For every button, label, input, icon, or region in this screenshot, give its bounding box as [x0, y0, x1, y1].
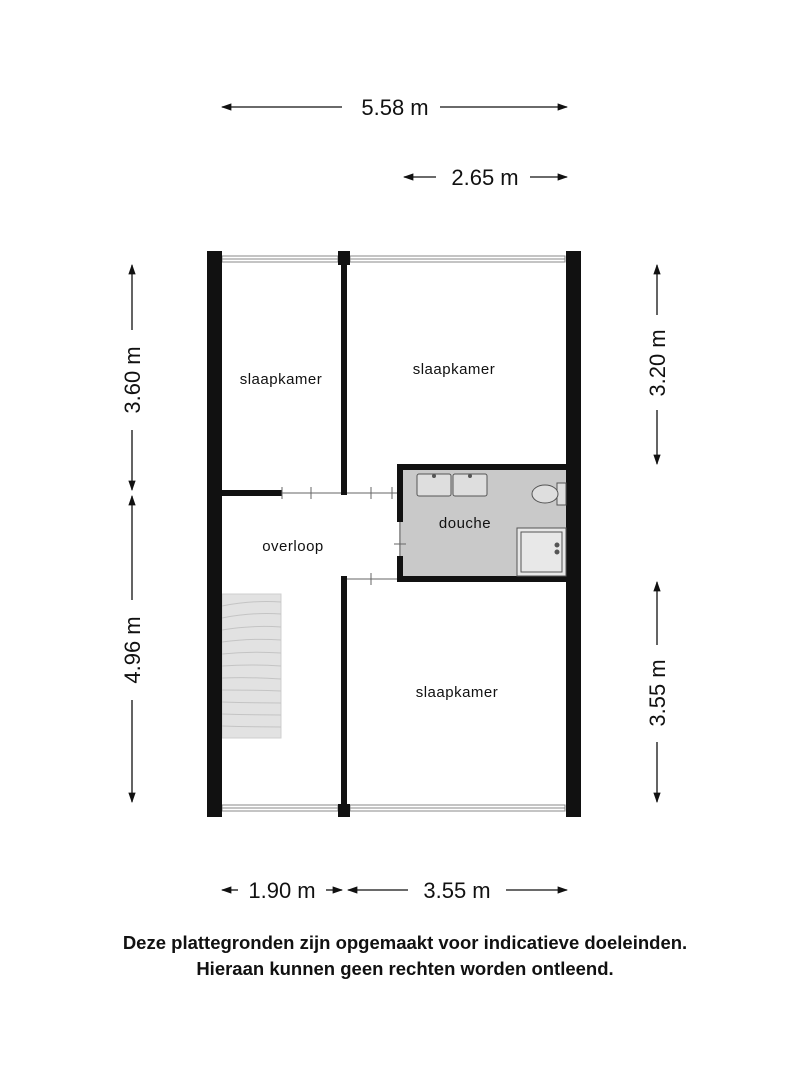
dimension-label-left-lower: 4.96 m — [120, 616, 145, 684]
window-bottom-right — [350, 805, 565, 811]
wall-bathroom-top — [397, 464, 566, 470]
disclaimer-line-2: Hieraan kunnen geen rechten worden ontleend. — [196, 958, 614, 979]
window-bottom-left — [222, 805, 338, 811]
disclaimer-line-1: Deze plattegronden zijn opgemaakt voor indicatieve doeleinden. — [122, 932, 688, 953]
dimension-right-upper — [645, 265, 670, 464]
toilet — [532, 483, 566, 505]
room-label-shower: douche — [438, 515, 492, 532]
room-label-bedroom-bottom-right: slaapkamer — [415, 684, 499, 701]
dimension-label-left-upper: 3.60 m — [120, 346, 145, 414]
dimension-label-top-right: 2.65 m — [451, 165, 519, 190]
room-label-landing: overloop — [262, 538, 324, 555]
wall-right — [566, 251, 581, 817]
dimension-bottom-left — [222, 878, 342, 903]
wall-bathroom-bottom — [397, 576, 566, 582]
wall-left — [207, 251, 222, 817]
door-bedroom-top-right — [347, 487, 397, 499]
dimension-label-bottom-right: 3.55 m — [423, 878, 491, 903]
wall-bedroom-divider-lower — [341, 576, 347, 808]
dimension-bottom-right — [348, 878, 567, 903]
dimension-label-bottom-left: 1.90 m — [248, 878, 316, 903]
window-top-left — [222, 256, 338, 262]
stairs — [222, 594, 281, 738]
dimension-left-lower — [120, 496, 145, 802]
dimension-top-right — [404, 165, 567, 190]
dimension-top-total — [222, 95, 567, 120]
dimension-label-right-lower: 3.55 m — [645, 659, 670, 727]
dimension-right-lower — [645, 582, 670, 802]
shower-tray — [517, 528, 566, 576]
wall-bedroom-divider-upper — [341, 262, 347, 495]
dimension-left-upper — [120, 265, 145, 490]
wall-bathroom-left-upper — [397, 464, 403, 522]
wall-landing-top-left — [222, 490, 282, 496]
window-top-right — [350, 256, 565, 262]
dimension-label-top-total: 5.58 m — [361, 95, 429, 120]
room-label-bedroom-top-right: slaapkamer — [412, 361, 496, 378]
door-bedroom-bottom-right — [347, 573, 397, 585]
door-bedroom-top-left — [282, 487, 341, 499]
room-label-bedroom-top-left: slaapkamer — [239, 371, 323, 388]
dimension-label-right-upper: 3.20 m — [645, 329, 670, 397]
